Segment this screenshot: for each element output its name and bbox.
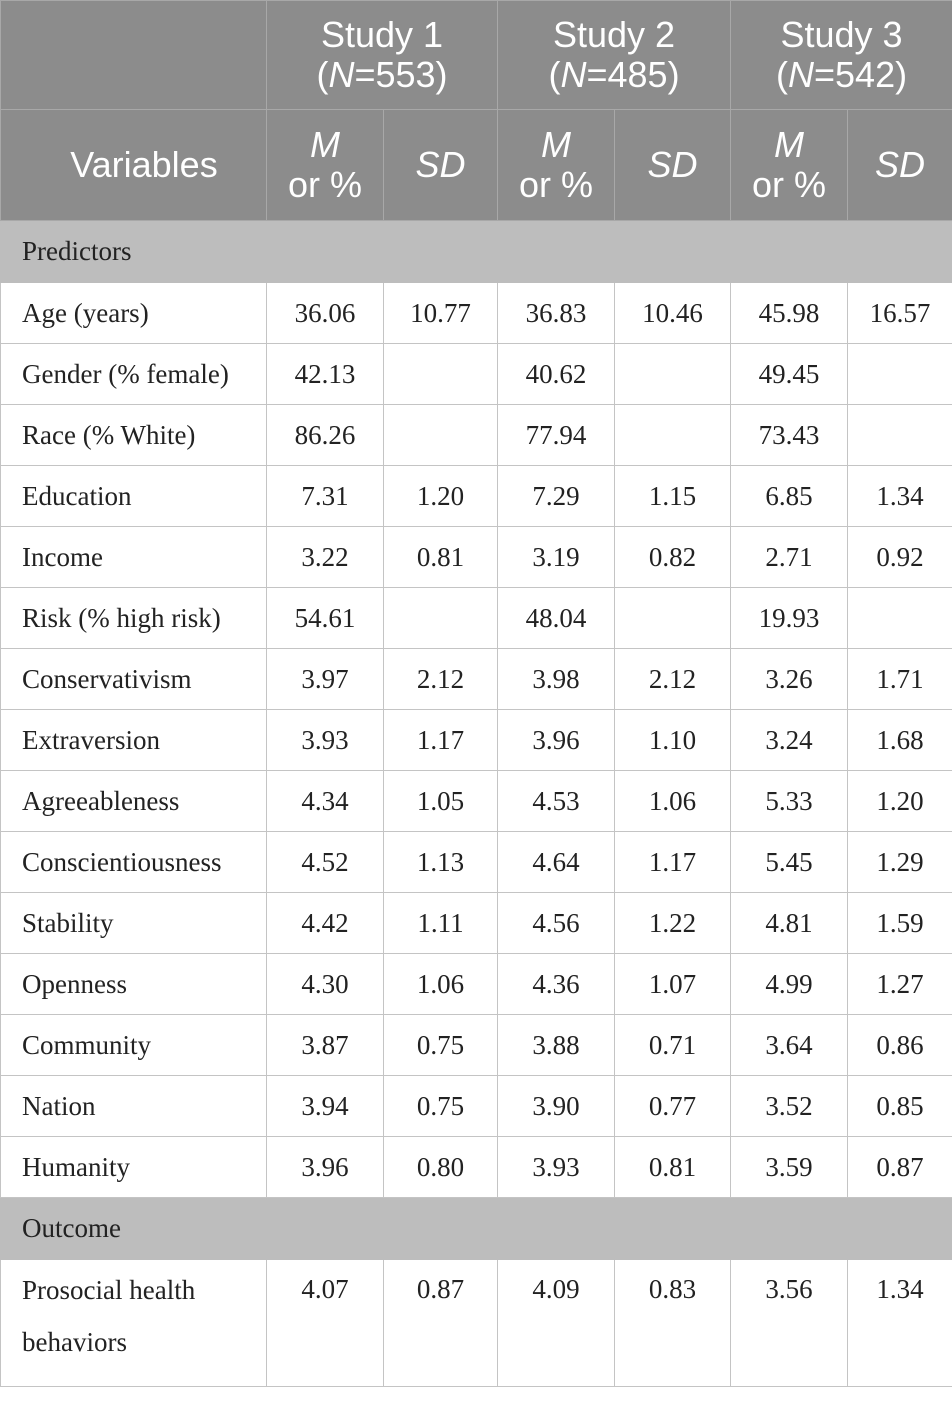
section-title: Outcome [1,1198,952,1260]
mean-cell: 3.64 [731,1015,848,1076]
variable-label: Race (% White) [1,405,267,466]
m-header: M or % [267,110,384,221]
variable-label: Humanity [1,1137,267,1198]
table-header [1,1,952,221]
sd-cell: 0.71 [615,1015,731,1076]
mean-cell: 3.90 [498,1076,615,1137]
sd-cell: 1.17 [384,710,498,771]
sd-cell: 0.92 [848,527,952,588]
mean-cell: 3.24 [731,710,848,771]
sd-cell: 10.77 [384,283,498,344]
sd-cell: 1.34 [848,1260,952,1387]
sd-cell: 1.20 [848,771,952,832]
mean-cell: 3.26 [731,649,848,710]
mean-cell: 4.53 [498,771,615,832]
mean-cell: 4.07 [267,1260,384,1387]
mean-cell: 48.04 [498,588,615,649]
sd-cell: 0.86 [848,1015,952,1076]
variable-label: Stability [1,893,267,954]
variable-label: Risk (% high risk) [1,588,267,649]
mean-cell: 4.30 [267,954,384,1015]
variable-label: Openness [1,954,267,1015]
sd-cell: 1.06 [615,771,731,832]
mean-cell: 3.87 [267,1015,384,1076]
table-row [1,1137,952,1198]
mean-cell: 4.36 [498,954,615,1015]
study-3-header: Study 3 (N=542) [731,1,952,110]
sd-cell: 1.06 [384,954,498,1015]
table-row [1,893,952,954]
sd-cell: 1.10 [615,710,731,771]
sd-cell: 1.59 [848,893,952,954]
mean-cell: 3.22 [267,527,384,588]
section-title: Predictors [1,221,952,283]
sd-cell [848,344,952,405]
mean-cell: 86.26 [267,405,384,466]
sd-cell: 16.57 [848,283,952,344]
mean-cell: 3.59 [731,1137,848,1198]
table-row [1,771,952,832]
sd-header: SD [384,110,498,221]
variable-label: Education [1,466,267,527]
sd-cell: 0.77 [615,1076,731,1137]
table-row [1,283,952,344]
sd-cell: 1.71 [848,649,952,710]
table-row [1,588,952,649]
table-row [1,1260,952,1387]
mean-cell: 40.62 [498,344,615,405]
variable-label: Conscientiousness [1,832,267,893]
mean-cell: 42.13 [267,344,384,405]
variable-label: Age (years) [1,283,267,344]
table-row [1,344,952,405]
mean-cell: 77.94 [498,405,615,466]
sd-cell: 2.12 [384,649,498,710]
mean-cell: 3.96 [267,1137,384,1198]
sd-cell: 1.17 [615,832,731,893]
sd-cell: 1.05 [384,771,498,832]
sd-cell [615,405,731,466]
variable-label: Conservativism [1,649,267,710]
mean-cell: 4.64 [498,832,615,893]
mean-cell: 36.83 [498,283,615,344]
variable-label: Income [1,527,267,588]
sd-cell: 1.15 [615,466,731,527]
sd-cell: 0.75 [384,1076,498,1137]
mean-cell: 19.93 [731,588,848,649]
mean-cell: 3.52 [731,1076,848,1137]
table-row [1,1076,952,1137]
header-corner [1,1,267,110]
variable-label: Gender (% female) [1,344,267,405]
mean-cell: 3.93 [498,1137,615,1198]
variable-label: Prosocial health behaviors [1,1260,267,1387]
mean-cell: 3.88 [498,1015,615,1076]
sd-cell: 0.85 [848,1076,952,1137]
mean-cell: 7.31 [267,466,384,527]
mean-cell: 5.45 [731,832,848,893]
table-row [1,649,952,710]
sd-cell [848,405,952,466]
mean-cell: 4.42 [267,893,384,954]
variable-label: Nation [1,1076,267,1137]
mean-cell: 4.52 [267,832,384,893]
table-row [1,710,952,771]
sd-cell: 0.81 [615,1137,731,1198]
mean-cell: 3.98 [498,649,615,710]
sd-cell: 1.34 [848,466,952,527]
variable-label: Community [1,1015,267,1076]
mean-cell: 3.19 [498,527,615,588]
mean-cell: 6.85 [731,466,848,527]
sd-cell [384,405,498,466]
sd-cell: 1.13 [384,832,498,893]
study-1-header: Study 1 (N=553) [267,1,498,110]
table-row [1,832,952,893]
m-header: M or % [498,110,615,221]
mean-cell: 3.96 [498,710,615,771]
table-row [1,466,952,527]
variable-label: Extraversion [1,710,267,771]
sd-cell: 0.80 [384,1137,498,1198]
variable-label: Agreeableness [1,771,267,832]
sd-cell: 0.83 [615,1260,731,1387]
study-2-header: Study 2 (N=485) [498,1,731,110]
sd-cell: 0.87 [848,1137,952,1198]
mean-cell: 54.61 [267,588,384,649]
sd-cell [848,588,952,649]
sd-cell: 1.29 [848,832,952,893]
sd-cell: 0.87 [384,1260,498,1387]
sd-cell [615,588,731,649]
mean-cell: 3.97 [267,649,384,710]
table-body [1,221,952,1387]
mean-cell: 4.09 [498,1260,615,1387]
sd-cell: 1.27 [848,954,952,1015]
mean-cell: 4.99 [731,954,848,1015]
section-row [1,221,952,283]
sd-cell: 1.22 [615,893,731,954]
mean-cell: 73.43 [731,405,848,466]
sd-cell: 1.07 [615,954,731,1015]
sd-cell: 2.12 [615,649,731,710]
mean-cell: 49.45 [731,344,848,405]
mean-cell: 7.29 [498,466,615,527]
sd-cell [615,344,731,405]
table-row [1,1015,952,1076]
sd-cell: 1.11 [384,893,498,954]
sd-cell: 1.20 [384,466,498,527]
sd-cell [384,344,498,405]
mean-cell: 4.81 [731,893,848,954]
mean-cell: 4.56 [498,893,615,954]
mean-cell: 45.98 [731,283,848,344]
mean-cell: 3.56 [731,1260,848,1387]
mean-cell: 5.33 [731,771,848,832]
sd-cell: 10.46 [615,283,731,344]
table-row [1,405,952,466]
mean-cell: 3.94 [267,1076,384,1137]
sd-cell: 0.75 [384,1015,498,1076]
mean-cell: 3.93 [267,710,384,771]
mean-cell: 4.34 [267,771,384,832]
mean-cell: 2.71 [731,527,848,588]
table-row [1,954,952,1015]
table-row [1,527,952,588]
sd-cell: 0.81 [384,527,498,588]
m-header: M or % [731,110,848,221]
header-row-studies [1,1,952,110]
sd-cell [384,588,498,649]
section-row [1,1198,952,1260]
mean-cell: 36.06 [267,283,384,344]
header-row-measures [1,110,952,221]
sd-header: SD [848,110,952,221]
sd-header: SD [615,110,731,221]
sd-cell: 0.82 [615,527,731,588]
sd-cell: 1.68 [848,710,952,771]
variables-header: Variables [1,110,267,221]
